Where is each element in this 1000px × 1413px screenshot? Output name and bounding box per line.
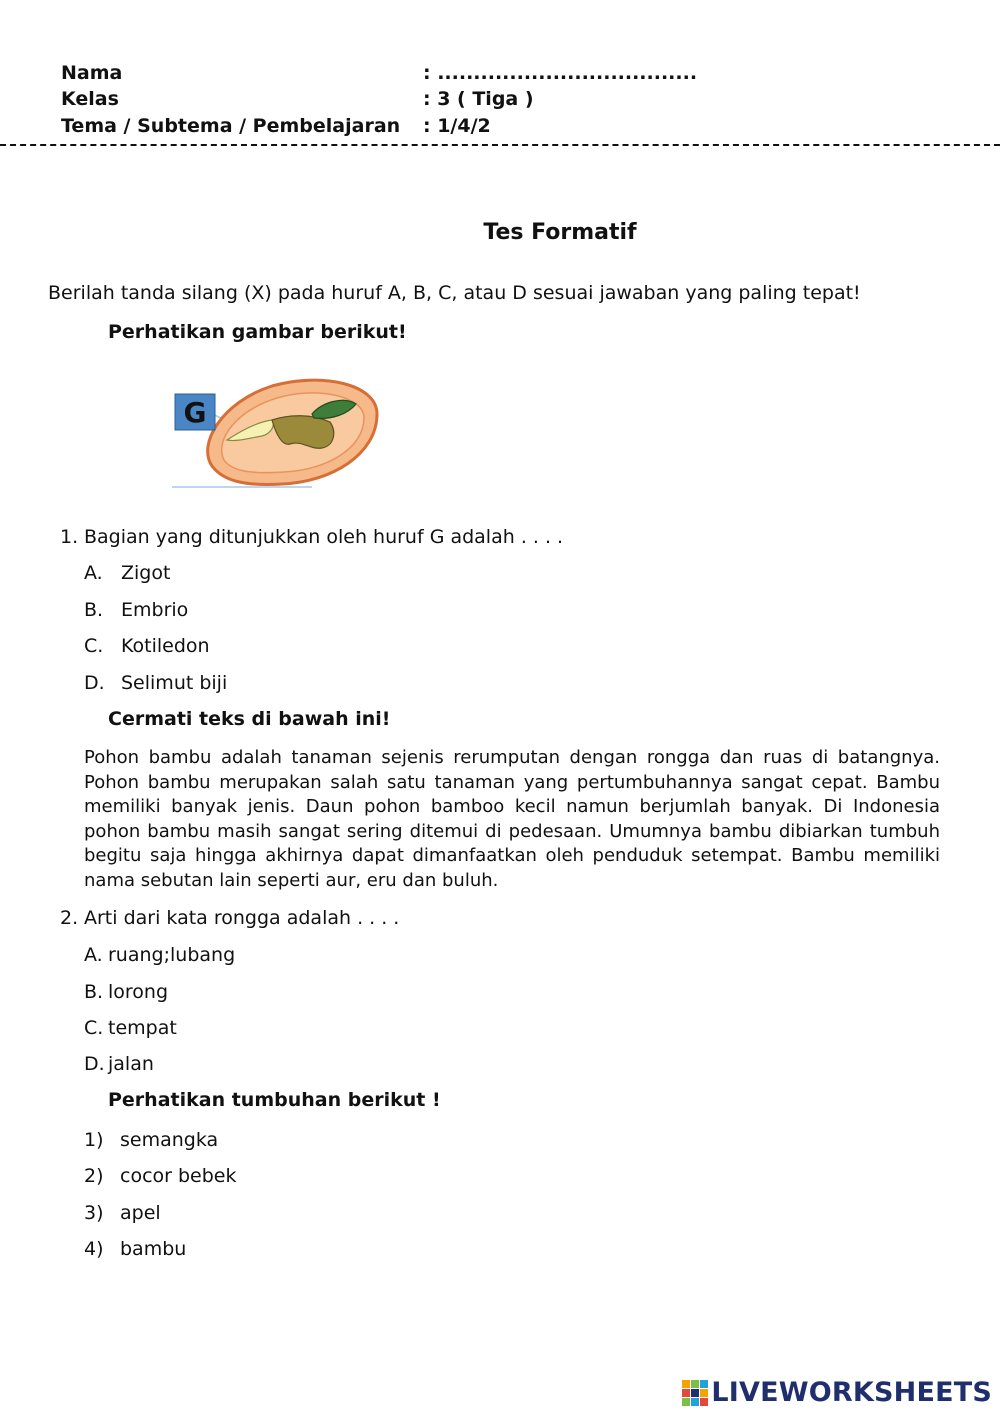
q1-text: Bagian yang ditunjukkan oleh huruf G adalah . . . . [84,526,564,548]
instruction-text: Berilah tanda silang (X) pada huruf A, B, C, atau D sesuai jawaban yang paling tepat! [48,282,861,304]
q1-option-c[interactable]: Kotiledon [121,635,210,657]
plant-item-3-num: 3) [84,1202,104,1224]
q1-option-b[interactable]: Embrio [121,599,189,621]
q2-option-b[interactable]: lorong [108,981,169,1003]
kelas-value: : 3 ( Tiga ) [423,88,534,110]
section3-heading: Perhatikan tumbuhan berikut ! [108,1089,441,1111]
q1-option-c-letter[interactable]: C. [84,635,104,657]
q2-option-d-letter[interactable]: D. [84,1053,105,1075]
q1-option-d-letter[interactable]: D. [84,672,105,694]
q2-option-a-letter[interactable]: A. [84,944,103,966]
liveworksheets-logo [682,1378,992,1408]
q1-option-d[interactable]: Selimut biji [121,672,228,694]
plant-item-3: apel [120,1202,161,1224]
liveworksheets-icon [682,1380,708,1406]
q2-option-d[interactable]: jalan [108,1053,154,1075]
nama-label: Nama [61,62,123,84]
q2-option-a[interactable]: ruang;lubang [108,944,236,966]
tema-value: : 1/4/2 [423,115,491,137]
plant-item-4: bambu [120,1238,187,1260]
q2-option-c-letter[interactable]: C. [84,1017,104,1039]
nama-value: : .................................... [423,62,698,84]
q1-option-b-letter[interactable]: B. [84,599,104,621]
q1-number: 1. [60,526,79,548]
seed-diagram [172,374,382,492]
page-title: Tes Formatif [483,220,637,245]
dashed-divider [0,144,1000,146]
q2-option-b-letter[interactable]: B. [84,981,104,1003]
kelas-label: Kelas [61,88,119,110]
plant-item-4-num: 4) [84,1238,104,1260]
q1-option-a-letter[interactable]: A. [84,562,103,584]
plant-item-1: semangka [120,1129,219,1151]
plant-item-1-num: 1) [84,1129,104,1151]
liveworksheets-wordmark: LIVEWORKSHEETS [711,1377,992,1408]
q2-text: Arti dari kata rongga adalah . . . . [84,907,400,929]
q2-option-c[interactable]: tempat [108,1017,177,1039]
q1-option-a[interactable]: Zigot [121,562,171,584]
reading-passage: Pohon bambu adalah tanaman sejenis rerumputan dengan rongga dan ruas di batangnya. Pohon bambu merupakan salah satu tanaman yang pertumbuhannya sangat cepat. Bambu memiliki banyak jenis. Daun pohon bamboo kecil namun berjumlah banyak. Di Indonesia pohon bambu masih sangat sering ditemui di pedesaan. Umumnya bambu dibiarkan tumbuh begitu saja hingga akhirnya dapat dimanfaatkan oleh penduduk setempat. Bambu memiliki nama sebutan lain seperti aur, eru dan buluh. [84,747,940,891]
plant-item-2-num: 2) [84,1165,104,1187]
section1-heading: Perhatikan gambar berikut! [108,321,407,343]
section2-heading: Cermati teks di bawah ini! [108,708,391,730]
figure-label-g: G [183,396,207,429]
q2-number: 2. [60,907,79,929]
plant-item-2: cocor bebek [120,1165,237,1187]
tema-label: Tema / Subtema / Pembelajaran [61,115,401,137]
